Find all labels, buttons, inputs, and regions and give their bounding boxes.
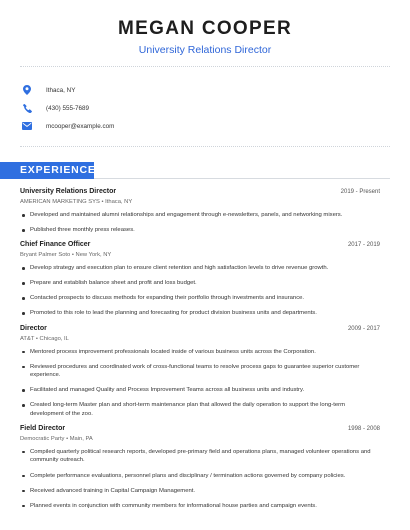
contact-block xyxy=(20,66,390,147)
job-bullet: Developed and maintained alumni relationships and engagement through e-newsletters, panels, and networking mixers. xyxy=(20,211,380,220)
experience-section-header xyxy=(0,162,94,179)
contact-email[interactable]: mcooper@example.com xyxy=(46,122,115,130)
job-entry xyxy=(20,425,380,510)
candidate-name: MEGAN COOPER xyxy=(118,18,292,39)
contact-email-row xyxy=(20,120,114,132)
job-bullet: Published three monthly press releases. xyxy=(20,226,380,235)
job-bullet: Promoted to this role to lead the planning and forecasting for product division business units and departments. xyxy=(20,309,380,318)
job-entry xyxy=(20,188,380,235)
job-bullet: Received advanced training in Capital Campaign Management. xyxy=(20,487,380,496)
job-company: Bryant Palmer Soto • New York, NY xyxy=(20,252,112,259)
job-title: Director xyxy=(20,324,47,332)
contact-location-row xyxy=(20,84,75,96)
resume-header xyxy=(0,0,410,57)
job-dates: 2017 - 2019 xyxy=(347,242,380,249)
job-bullet: Mentored process improvement professionals located inside of various business units across the Corporation. xyxy=(20,348,380,357)
envelope-icon xyxy=(22,121,32,131)
candidate-title: University Relations Director xyxy=(138,44,272,56)
job-company: AMERICAN MARKETING SYS • Ithaca, NY xyxy=(20,199,133,205)
job-title: University Relations Director xyxy=(20,188,117,195)
job-company: Democratic Party • Main, PA xyxy=(20,435,93,442)
job-bullet: Contacted prospects to discuss methods for expanding their portfolio through investments and insurance. xyxy=(20,294,380,303)
contact-phone-row xyxy=(20,102,89,114)
job-title: Chief Finance Officer xyxy=(20,241,91,249)
job-bullet: Complete performance evaluations, personnel plans and disciplinary / termination actions governed by company policies. xyxy=(20,472,380,481)
job-entry xyxy=(20,325,380,419)
job-dates: 1998 - 2008 xyxy=(347,425,380,432)
contact-phone: (430) 555-7689 xyxy=(46,104,90,112)
job-entry xyxy=(20,241,380,318)
job-dates: 2009 - 2017 xyxy=(347,325,380,332)
job-bullet: Created long-term Master plan and short-term maintenance plan that allowed the daily operation to support the long-term development of the zoo. xyxy=(20,401,380,418)
job-bullet: Planned events in conjunction with community members for informational house parties and campaign events. xyxy=(20,502,380,511)
job-bullet: Facilitated and managed Quality and Process Improvement Teams across all business units and industry. xyxy=(20,386,380,395)
job-bullet: Develop strategy and execution plan to ensure client retention and high satisfaction levels to drive revenue growth. xyxy=(20,264,380,273)
job-bullet: Compiled quarterly political research reports, developed pre-primary field and operations plans, managed volunteer operations and community outreach. xyxy=(20,448,380,465)
experience-heading: EXPERIENCE xyxy=(20,164,96,176)
phone-icon xyxy=(22,103,32,113)
job-title: Field Director xyxy=(20,424,66,432)
job-bullet: Reviewed procedures and coordinated work of cross-functional teams to resolve process gaps to guarantee superior customer experience. xyxy=(20,363,380,380)
contact-location: Ithaca, NY xyxy=(46,86,76,94)
job-dates: 2019 - Present xyxy=(340,189,380,195)
section-divider xyxy=(94,178,390,179)
job-company: AT&T • Chicago, IL xyxy=(20,335,69,342)
location-pin-icon xyxy=(22,85,32,95)
experience-list xyxy=(20,188,380,517)
job-bullet: Prepare and establish balance sheet and profit and loss budget. xyxy=(20,279,380,288)
